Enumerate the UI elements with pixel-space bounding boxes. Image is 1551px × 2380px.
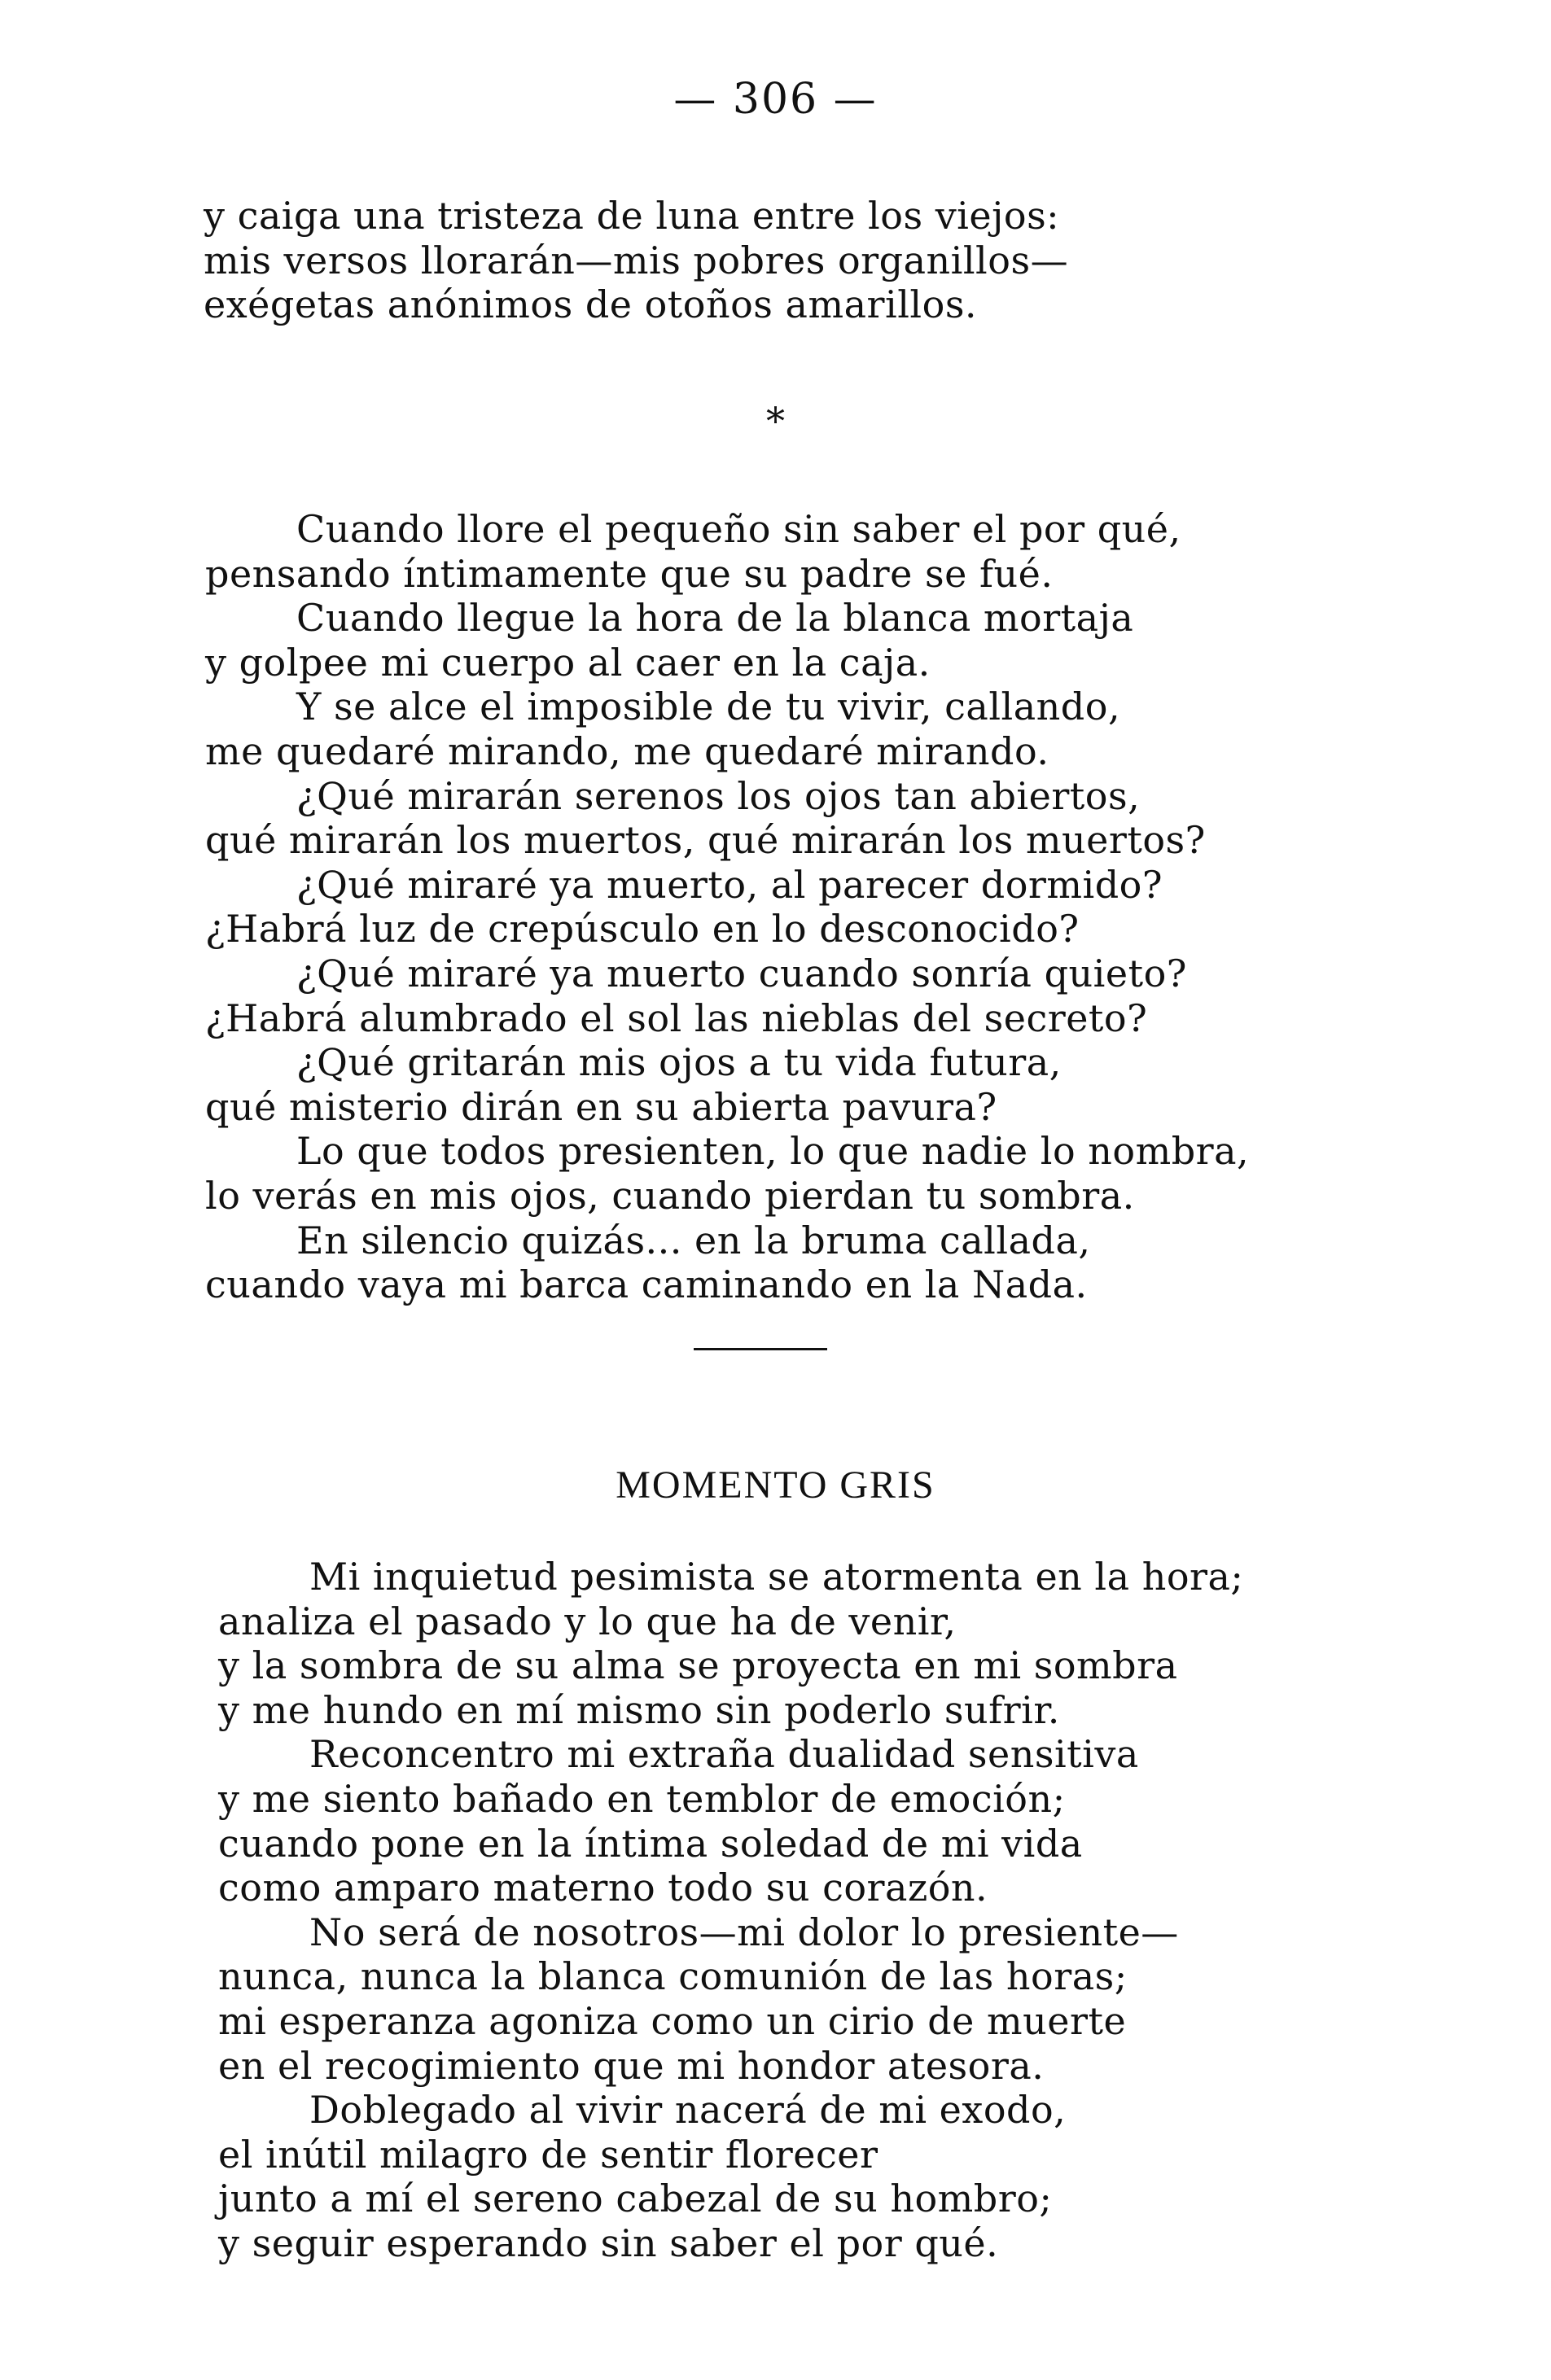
verse-line: como amparo materno todo su corazón. [218, 1866, 988, 1910]
verse-line: Lo que todos presienten, lo que nadie lo nombra, [296, 1129, 1250, 1174]
verse-line: y caiga una tristeza de luna entre los viejos: [204, 194, 1060, 238]
poem-stanza [205, 507, 1249, 1307]
verse-line: ¿Habrá luz de crepúsculo en lo desconocido? [205, 907, 1080, 952]
verse-line: mi esperanza agoniza como un cirio de muerte [218, 1998, 1127, 2043]
verse-line: No será de nosotros—mi dolor lo presiente— [309, 1910, 1179, 1954]
verse-line: ¿Habrá alumbrado el sol las nieblas del secreto? [205, 995, 1148, 1040]
verse-line: ¿Qué miraré ya muerto, al parecer dormido? [296, 862, 1163, 907]
verse-line: cuando vaya mi barca caminando en la Nada. [205, 1262, 1088, 1307]
verse-line: el inútil milagro de sentir florecer [218, 2132, 878, 2177]
verse-line: en el recogimiento que mi hondor atesora. [218, 2043, 1045, 2088]
verse-line: ¿Qué gritarán mis ojos a tu vida futura, [296, 1040, 1062, 1085]
verse-line: y me hundo en mí mismo sin poderlo sufrir. [218, 1687, 1060, 1732]
verse-line: nunca, nunca la blanca comunión de las horas; [218, 1954, 1128, 1999]
verse-line: Cuando llore el pequeño sin saber el por qué, [296, 507, 1181, 551]
verse-line: qué mirarán los muertos, qué mirarán los muertos? [205, 818, 1206, 863]
verse-line: y seguir esperando sin saber el por qué. [218, 2220, 999, 2265]
verse-line: y me siento bañado en temblor de emoción; [218, 1776, 1066, 1821]
poem-body [218, 1555, 1243, 2266]
verse-line: mis versos llorarán—mis pobres organillos— [204, 238, 1069, 282]
verse-line: Doblegado al vivir nacerá de mi exodo, [309, 2088, 1067, 2133]
verse-line: En silencio quizás... en la bruma callada, [296, 1218, 1091, 1262]
verse-line: exégetas anónimos de otoños amarillos. [204, 282, 978, 327]
verse-line: junto a mí el sereno cabezal de su hombro; [218, 2177, 1053, 2221]
verse-line: Mi inquietud pesimista se atormenta en la hora; [309, 1555, 1244, 1599]
verse-line: Y se alce el imposible de tu vivir, callando, [296, 685, 1121, 729]
verse-line: lo verás en mis ojos, cuando pierdan tu sombra. [205, 1173, 1135, 1218]
verse-line: Cuando llegue la hora de la blanca mortaja [296, 596, 1134, 641]
stanza-continuation [204, 194, 1068, 327]
verse-line: pensando íntimamente que su padre se fué. [205, 551, 1054, 596]
page-number: — 306 — [673, 75, 878, 124]
verse-line: cuando pone en la íntima soledad de mi vida [218, 1821, 1083, 1866]
section-divider [694, 1348, 827, 1350]
verse-line: qué misterio dirán en su abierta pavura? [205, 1084, 997, 1129]
verse-line: y golpee mi cuerpo al caer en la caja. [205, 640, 931, 685]
verse-line: y la sombra de su alma se proyecta en mi sombra [218, 1643, 1178, 1688]
section-asterisk: * [766, 399, 785, 443]
poem-title: MOMENTO GRIS [616, 1463, 935, 1507]
verse-line: ¿Qué mirarán serenos los ojos tan abiertos, [296, 773, 1141, 818]
verse-line: ¿Qué miraré ya muerto cuando sonría quieto? [296, 951, 1187, 995]
verse-line: me quedaré mirando, me quedaré mirando. [205, 728, 1049, 773]
verse-line: Reconcentro mi extraña dualidad sensitiva [309, 1732, 1139, 1777]
verse-line: analiza el pasado y lo que ha de venir, [218, 1599, 957, 1643]
